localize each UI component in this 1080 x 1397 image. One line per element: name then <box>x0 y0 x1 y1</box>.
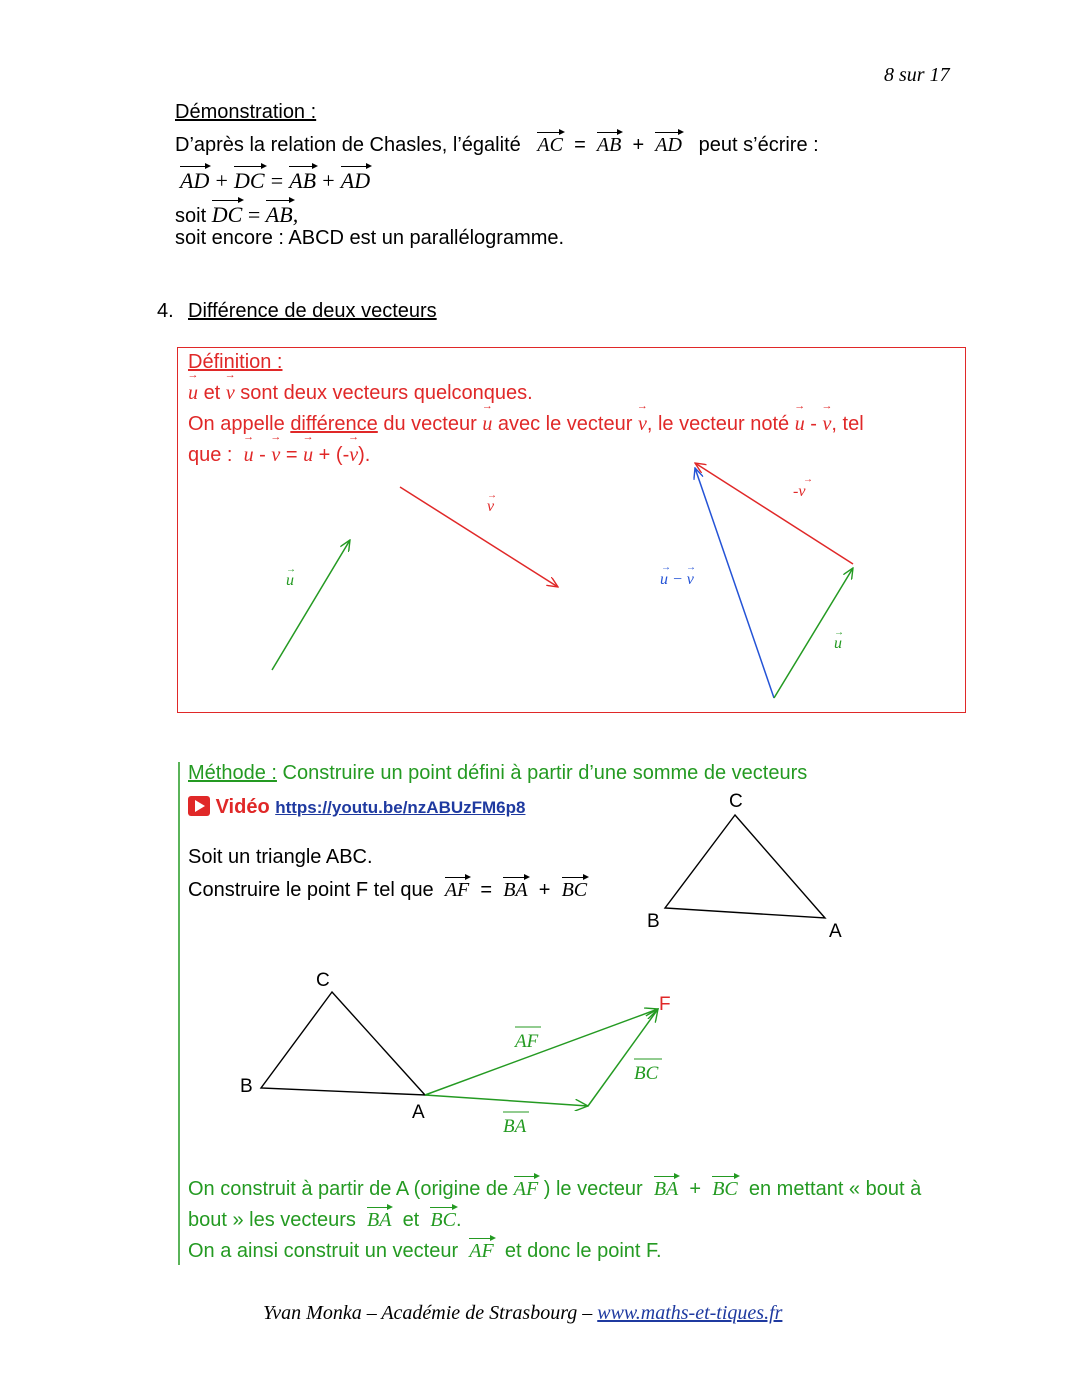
v-vec: → v <box>226 382 235 405</box>
line2-c: avec le vecteur <box>497 413 633 435</box>
definition-title: Définition : <box>188 351 283 373</box>
vec-AF: AF <box>444 879 470 901</box>
tri1-A: A <box>829 921 842 942</box>
explanation-line2 <box>188 1207 462 1232</box>
eq-sign: = <box>574 134 586 156</box>
tri2-C: C <box>316 970 330 991</box>
BA-arrow <box>425 1095 588 1106</box>
line3-tail: + (- <box>318 444 350 466</box>
vec-AD-3: AD <box>340 168 371 193</box>
line2-d: , le vecteur noté <box>646 413 790 435</box>
line3-close: ). <box>358 444 371 466</box>
tri2-A: A <box>412 1102 425 1123</box>
fig-neg-v-arrow: → <box>803 474 813 485</box>
page-number: 8 sur 17 <box>884 64 950 86</box>
et-word: et <box>203 382 221 404</box>
u-vec: → u <box>188 382 198 405</box>
play-icon <box>188 796 210 816</box>
que-word: que : <box>188 444 233 466</box>
vec-AD-2: AD <box>180 168 210 193</box>
section-title: Différence de deux vecteurs <box>188 300 437 322</box>
section-number: 4. <box>157 300 174 322</box>
vec-AB-3: AB <box>265 202 293 227</box>
expl2-b: et <box>402 1209 420 1231</box>
explanation-line1 <box>188 1176 921 1201</box>
demo-line1-prefix: D’après la relation de Chasles, l’égalité <box>175 134 521 156</box>
u-vec-5: → u <box>303 444 313 467</box>
vec-AC: AC <box>537 134 563 156</box>
difference-term: différence <box>290 413 378 435</box>
BC-arrow <box>588 1009 658 1106</box>
neg-v-arrow <box>695 463 853 564</box>
vec-BA-2: BA <box>653 1178 679 1200</box>
fig-v-arrow: → <box>487 490 497 501</box>
eq-sign-2: = <box>270 168 284 193</box>
expl2-c: . <box>455 1209 462 1231</box>
footer <box>263 1302 782 1325</box>
expl1-b: ) le vecteur <box>543 1178 643 1200</box>
demo-conclusion: soit encore : ABCD est un parallélogramme. <box>175 227 565 249</box>
methode-title <box>188 762 807 785</box>
expl1-a: On construit à partir de A (origine de <box>188 1178 509 1200</box>
fig-u2-label: u <box>834 635 842 652</box>
fig-u-minus-v-label: u − v <box>660 571 694 588</box>
methode-title-text: Construire un point défini à partir d’une somme de vecteurs <box>282 762 808 784</box>
vec-BC-3: BC <box>430 1209 456 1231</box>
plus-sign-2: + <box>215 168 228 193</box>
vec-BA-3: BA <box>367 1209 392 1231</box>
expl3-b: et donc le point F. <box>504 1240 662 1262</box>
methode-line2 <box>188 877 587 902</box>
fig-u-minus-v-arrows: → → <box>661 562 696 573</box>
u-minus-v-arrow <box>695 468 774 698</box>
methode-line1: Soit un triangle ABC. <box>188 846 373 868</box>
vec-AF-2: AF <box>513 1178 539 1200</box>
explanation-line3 <box>188 1238 662 1263</box>
video-line <box>188 796 525 819</box>
tri2-BA-label: BA <box>503 1116 527 1137</box>
fig-u-arrow: → <box>286 564 296 575</box>
expl1-c: en mettant « bout à <box>748 1178 922 1200</box>
vec-DC-2: DC <box>211 202 243 227</box>
expl3-a: On a ainsi construit un vecteur <box>188 1240 459 1262</box>
v-vec-5: → v <box>349 444 358 467</box>
eq-sign-5: = <box>480 879 493 901</box>
methode-line2-text: Construire le point F tel que <box>188 879 434 901</box>
line1-rest: sont deux vecteurs quelconques. <box>240 382 533 404</box>
line2-e: , tel <box>831 413 864 435</box>
tri2-B: B <box>240 1076 253 1097</box>
eq-sign-3: = <box>247 202 261 227</box>
plus-sign-5: + <box>689 1178 702 1200</box>
vec-AF-3: AF <box>469 1240 494 1262</box>
u-arrow <box>272 540 350 670</box>
vec-AB-2: AB <box>289 168 317 193</box>
u-vec-3: → u <box>795 413 805 436</box>
fig-u2-arrow: → <box>834 627 844 638</box>
vec-BA: BA <box>503 879 528 901</box>
plus-sign-4: + <box>538 879 551 901</box>
AF-arrow <box>425 1009 658 1095</box>
tri2-AF-label: AF <box>515 1031 539 1052</box>
vec-AB: AB <box>596 134 622 156</box>
fig-v-label: v <box>487 498 495 515</box>
line2-b: du vecteur <box>383 413 477 435</box>
expl2-a: bout » les vecteurs <box>188 1209 356 1231</box>
soit-word: soit <box>175 205 207 227</box>
line2-a: On appelle <box>188 413 285 435</box>
video-link[interactable]: https://youtu.be/nzABUzFM6p8 <box>275 798 526 817</box>
tri1-C: C <box>729 791 743 812</box>
u-vec-2: → u <box>482 413 492 436</box>
vec-BC: BC <box>561 879 588 901</box>
tri2-F: F <box>659 994 671 1015</box>
comma: , <box>292 202 299 227</box>
tri1-B: B <box>647 911 660 932</box>
u-vec-4: → u <box>244 444 254 467</box>
v-vec-4: → v <box>271 444 280 467</box>
minus-sign-2: - <box>259 444 266 466</box>
v-arrow <box>400 487 558 587</box>
footer-site-link[interactable]: www.maths-et-tiques.fr <box>597 1302 783 1324</box>
demo-line1-suffix: peut s’écrire : <box>698 134 819 156</box>
vec-BC-2: BC <box>712 1178 738 1200</box>
minus-sign: - <box>810 413 817 435</box>
fig-neg-v-label: -v <box>793 483 806 500</box>
tri2-BC-label: BC <box>634 1063 659 1084</box>
fig-u-label: u <box>286 572 294 589</box>
demo-title: Démonstration : <box>175 101 317 123</box>
vec-AD: AD <box>655 134 682 156</box>
eq-sign-4: = <box>285 444 298 466</box>
vec-DC: DC <box>234 168 265 193</box>
v-vec-3: → v <box>823 413 832 436</box>
v-vec-2: → v <box>638 413 647 436</box>
plus-sign-3: + <box>322 168 335 193</box>
triangle-ABC-2 <box>261 992 425 1095</box>
footer-author: Yvan Monka – Académie de Strasbourg – <box>263 1302 593 1324</box>
plus-sign: + <box>632 134 645 156</box>
methode-label: Méthode : <box>188 762 277 784</box>
video-label: Vidéo <box>215 796 270 818</box>
triangle-ABC-1 <box>665 815 825 918</box>
